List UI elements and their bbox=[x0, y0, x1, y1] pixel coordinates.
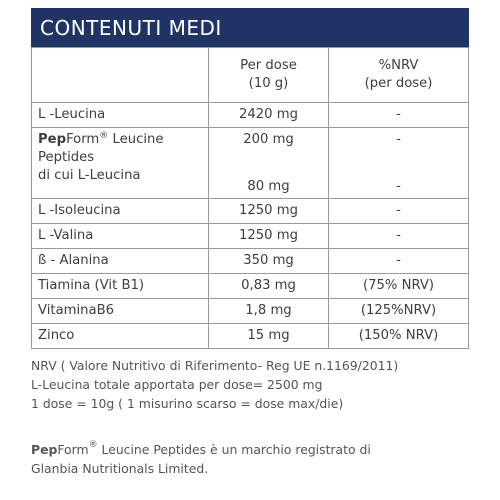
note-line: L-Leucina totale apportata per dose= 2500 mg bbox=[31, 377, 323, 392]
table-row-pepform bbox=[32, 128, 469, 199]
header-dose bbox=[209, 48, 329, 103]
row-name: L -Isoleucina bbox=[32, 199, 209, 224]
table-row bbox=[32, 324, 469, 349]
table-row bbox=[32, 199, 469, 224]
row-dose: 15 mg bbox=[209, 324, 329, 349]
row-dose: 350 mg bbox=[209, 249, 329, 274]
table-row bbox=[32, 103, 469, 128]
row-nrv: (75% NRV) bbox=[329, 274, 469, 299]
row-nrv: - bbox=[329, 249, 469, 274]
nutrition-table bbox=[31, 47, 469, 349]
nrv-notes bbox=[31, 356, 471, 413]
footer-reg-mark: ® bbox=[88, 440, 98, 450]
row-dose: 1250 mg bbox=[209, 199, 329, 224]
table-header-row bbox=[32, 48, 469, 103]
table-row bbox=[32, 249, 469, 274]
row-name: VitaminaB6 bbox=[32, 299, 209, 324]
pepform-nrv-top: - bbox=[396, 132, 401, 147]
footer-brand-rest: Form bbox=[57, 442, 89, 457]
row-nrv: - bbox=[329, 224, 469, 249]
row-name: L -Valina bbox=[32, 224, 209, 249]
nutrition-panel bbox=[31, 8, 469, 349]
header-empty-cell bbox=[32, 48, 209, 103]
row-name: Zinco bbox=[32, 324, 209, 349]
pepform-name-line1 bbox=[38, 131, 208, 149]
pepform-dose-cell bbox=[209, 128, 329, 199]
row-dose: 1250 mg bbox=[209, 224, 329, 249]
header-nrv-line1: %NRV bbox=[378, 58, 419, 73]
pepform-brand-rest: Form bbox=[66, 132, 100, 147]
row-nrv: - bbox=[329, 199, 469, 224]
pepform-nrv-cell bbox=[329, 128, 469, 199]
header-nrv-line2: (per dose) bbox=[364, 76, 433, 91]
row-dose: 1,8 mg bbox=[209, 299, 329, 324]
footer-line2: Glanbia Nutritionals Limited. bbox=[31, 461, 209, 476]
pepform-name-cell bbox=[32, 128, 209, 199]
row-nrv: (150% NRV) bbox=[329, 324, 469, 349]
table-row bbox=[32, 299, 469, 324]
row-nrv: - bbox=[329, 103, 469, 128]
note-line: 1 dose = 10g ( 1 misurino scarso = dose max/die) bbox=[31, 396, 344, 411]
pepform-name-rest: Leucine bbox=[108, 132, 164, 147]
table-row bbox=[32, 224, 469, 249]
header-dose-line2: (10 g) bbox=[248, 76, 289, 91]
pepform-name-line2: Peptides bbox=[38, 150, 95, 165]
row-dose: 0,83 mg bbox=[209, 274, 329, 299]
row-name: L -Leucina bbox=[32, 103, 209, 128]
table-row bbox=[32, 274, 469, 299]
row-name: Tiamina (Vit B1) bbox=[32, 274, 209, 299]
footer-brand-bold: Pep bbox=[31, 442, 58, 457]
row-dose: 2420 mg bbox=[209, 103, 329, 128]
row-name: ß - Alanina bbox=[32, 249, 209, 274]
pepform-dose-top: 200 mg bbox=[243, 132, 294, 147]
panel-title: CONTENUTI MEDI bbox=[31, 8, 469, 47]
note-line: NRV ( Valore Nutritivo di Riferimento- Reg UE n.1169/2011) bbox=[31, 358, 399, 373]
pepform-brand-bold: Pep bbox=[38, 132, 67, 147]
pepform-dose-bottom: 80 mg bbox=[247, 179, 290, 194]
row-nrv: (125%NRV) bbox=[329, 299, 469, 324]
pepform-reg-mark: ® bbox=[99, 131, 109, 141]
header-dose-line1: Per dose bbox=[240, 58, 297, 73]
pepform-name-line3: di cui L-Leucina bbox=[38, 168, 141, 183]
trademark-footer bbox=[31, 440, 471, 478]
footer-text: Leucine Peptides è un marchio registrato di bbox=[97, 442, 371, 457]
header-nrv bbox=[329, 48, 469, 103]
pepform-nrv-bottom: - bbox=[396, 179, 401, 194]
footer-line1 bbox=[31, 440, 471, 459]
